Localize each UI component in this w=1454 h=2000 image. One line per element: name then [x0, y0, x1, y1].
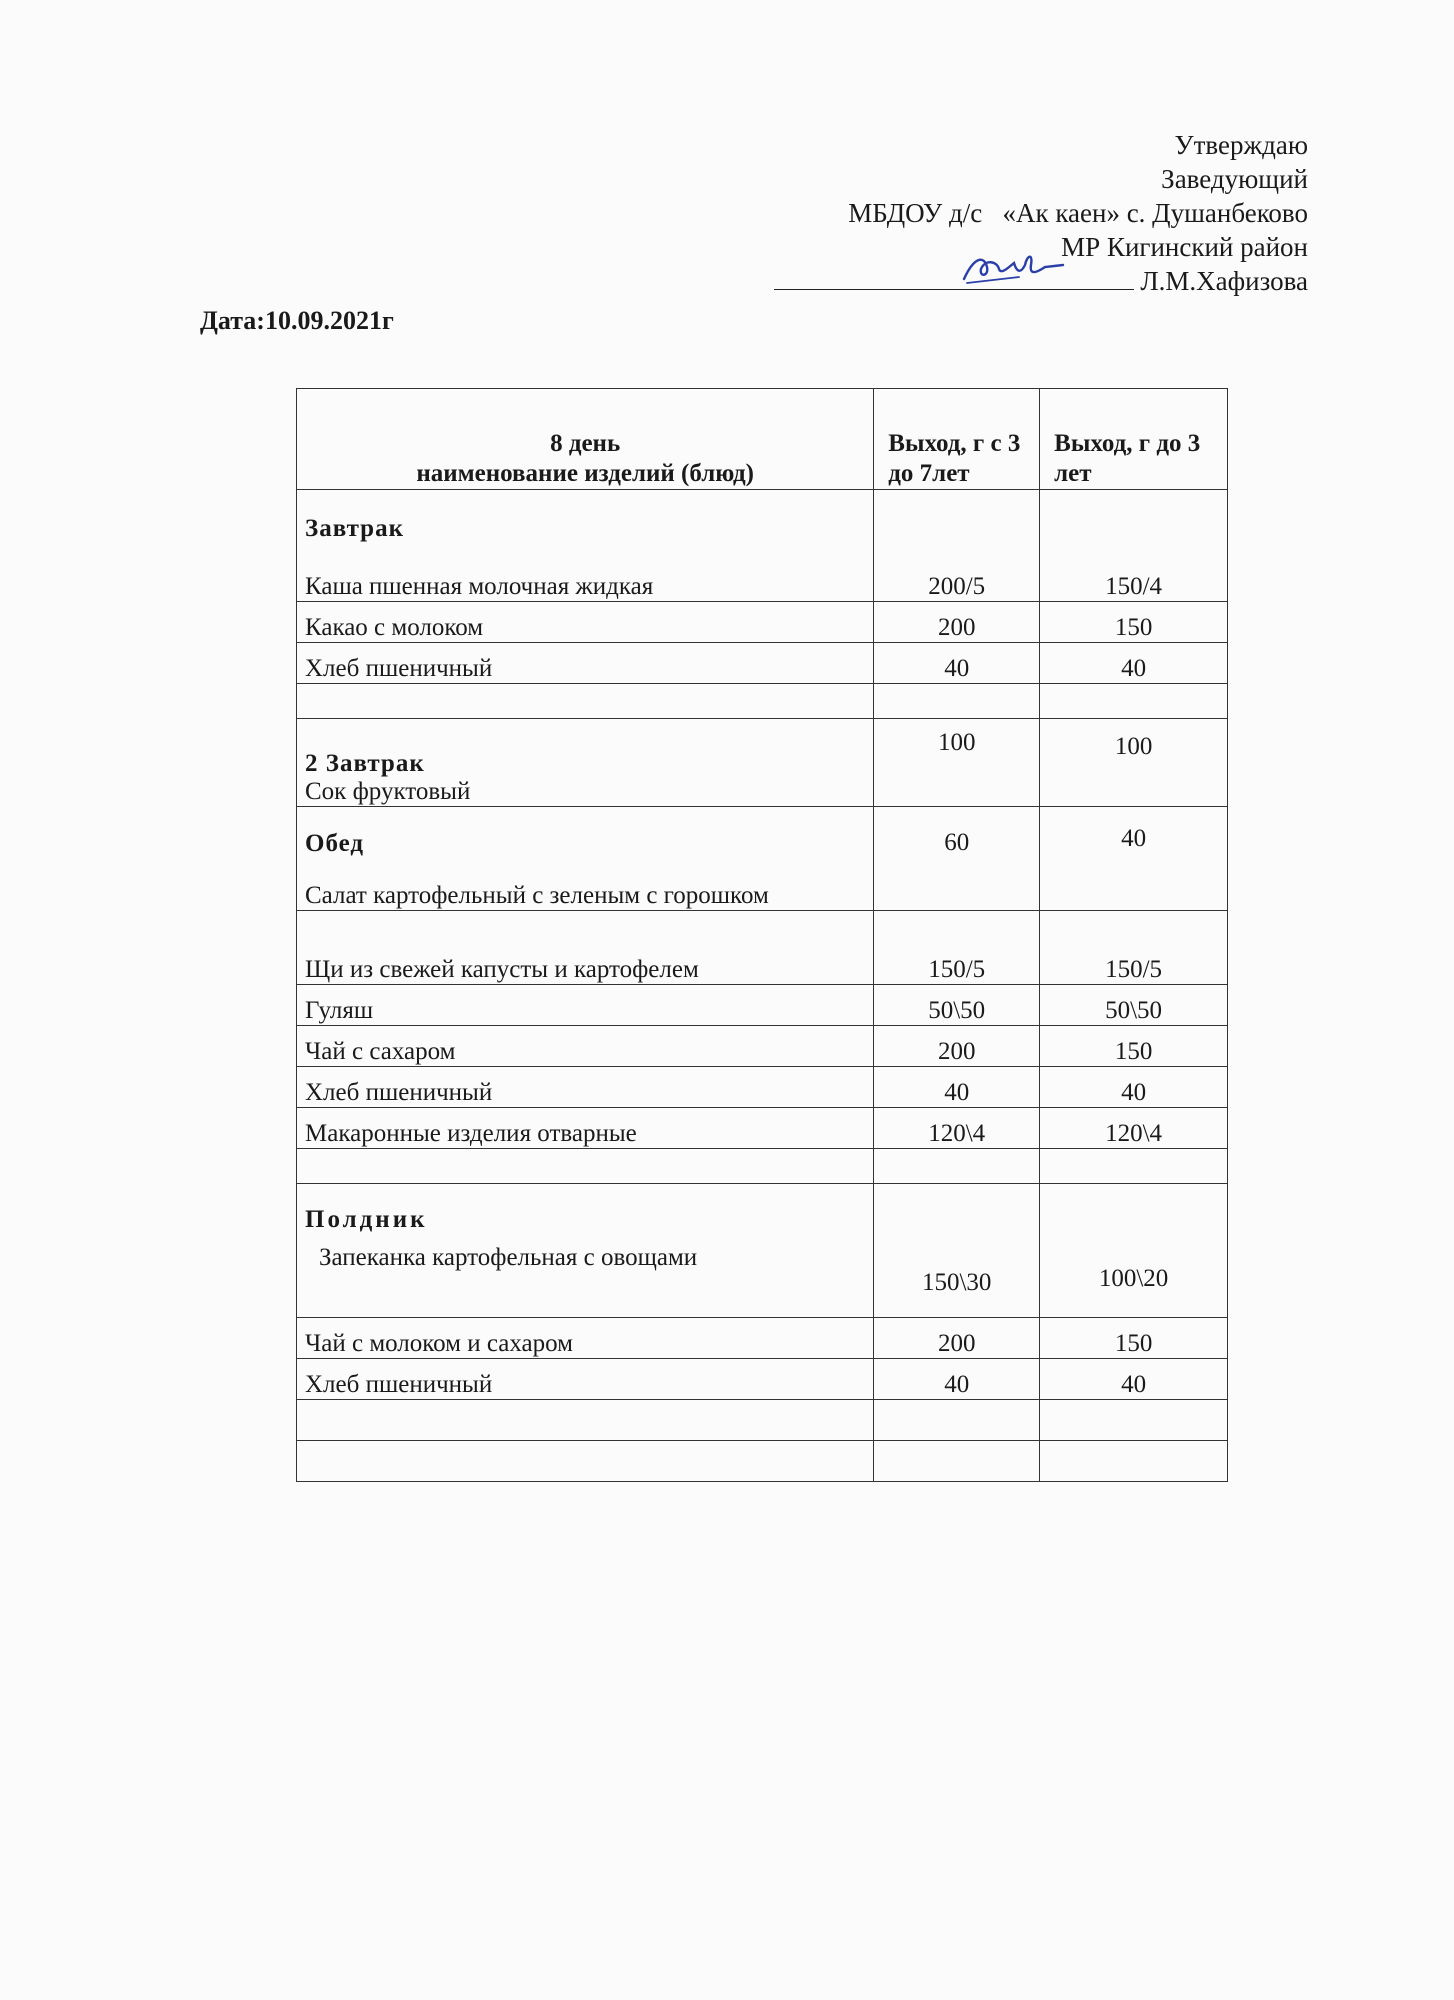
table-row — [297, 643, 1228, 684]
item-name: Каша пшенная молочная жидкая — [305, 573, 654, 600]
table-row — [297, 1318, 1228, 1359]
yield-3-7: 40 — [874, 1067, 1040, 1108]
yield-3-7: 40 — [874, 1359, 1040, 1400]
item-cell — [297, 807, 874, 911]
item-cell — [297, 1184, 874, 1318]
item-name: Какао с молоком — [297, 602, 874, 643]
yield-3-7: 60 — [874, 807, 1040, 911]
blank-row — [297, 1149, 1228, 1184]
item-name: Гуляш — [297, 985, 874, 1026]
header-yield-3-7: Выход, г с 3 до 7лет — [874, 389, 1040, 490]
item-name: Запеканка картофельная с овощами — [319, 1244, 698, 1271]
blank-row — [297, 1441, 1228, 1482]
signature-row — [774, 264, 1308, 298]
yield-3-7: 50\50 — [874, 985, 1040, 1026]
table-row — [297, 985, 1228, 1026]
signature-icon — [959, 247, 1069, 287]
yield-under-3: 40 — [1040, 1359, 1228, 1400]
approval-position: Заведующий — [1161, 164, 1308, 194]
item-name: Чай с молоком и сахаром — [297, 1318, 874, 1359]
item-name: Хлеб пшеничный — [297, 1067, 874, 1108]
table-header-row — [297, 389, 1228, 490]
signer-name: Л.М.Хафизова — [1140, 266, 1308, 296]
table-row — [297, 1184, 1228, 1318]
yield-under-3: 100\20 — [1040, 1184, 1228, 1318]
item-name: Чай с сахаром — [297, 1026, 874, 1067]
table-row — [297, 1359, 1228, 1400]
blank-row — [297, 684, 1228, 719]
item-name: Щи из свежей капусты и картофелем — [297, 911, 874, 985]
table-row — [297, 1108, 1228, 1149]
yield-under-3: 150/4 — [1040, 490, 1228, 602]
section-lunch: Обед — [305, 830, 365, 857]
approval-title: Утверждаю — [1174, 130, 1308, 160]
item-name: Хлеб пшеничный — [297, 643, 874, 684]
yield-under-3: 150/5 — [1040, 911, 1228, 985]
yield-3-7: 100 — [874, 719, 1040, 807]
yield-3-7: 150/5 — [874, 911, 1040, 985]
yield-under-3: 100 — [1040, 719, 1228, 807]
table-row — [297, 490, 1228, 602]
blank-row — [297, 1400, 1228, 1441]
approval-organization: МБДОУ д/с «Ак каен» с. Душанбеково — [848, 198, 1308, 228]
table-row — [297, 602, 1228, 643]
item-name: Хлеб пшеничный — [297, 1359, 874, 1400]
item-cell — [297, 719, 874, 807]
yield-under-3: 50\50 — [1040, 985, 1228, 1026]
yield-under-3: 40 — [1040, 1067, 1228, 1108]
item-cell — [297, 490, 874, 602]
menu-table — [296, 388, 1228, 1482]
table-row — [297, 1026, 1228, 1067]
signature-line — [774, 265, 1134, 290]
item-name: Макаронные изделия отварные — [297, 1108, 874, 1149]
yield-under-3: 150 — [1040, 1318, 1228, 1359]
yield-3-7: 120\4 — [874, 1108, 1040, 1149]
yield-3-7: 200 — [874, 1026, 1040, 1067]
approval-block — [774, 128, 1308, 298]
yield-under-3: 150 — [1040, 602, 1228, 643]
approval-district: МР Кигинский район — [1061, 232, 1308, 262]
yield-under-3: 150 — [1040, 1026, 1228, 1067]
header-name-cell — [297, 389, 874, 490]
section-snack: Полдник — [305, 1206, 428, 1233]
yield-3-7: 200 — [874, 1318, 1040, 1359]
item-name: Салат картофельный с зеленым с горошком — [305, 882, 769, 909]
item-name: Сок фруктовый — [305, 778, 471, 805]
yield-3-7: 150\30 — [874, 1184, 1040, 1318]
document-date: Дата:10.09.2021г — [200, 306, 394, 335]
table-row — [297, 719, 1228, 807]
yield-3-7: 40 — [874, 643, 1040, 684]
yield-under-3: 40 — [1040, 807, 1228, 911]
section-breakfast-2: 2 Завтрак — [305, 750, 425, 777]
yield-under-3: 120\4 — [1040, 1108, 1228, 1149]
header-name: наименование изделий (блюд) — [416, 460, 754, 487]
table-row — [297, 807, 1228, 911]
table-row — [297, 1067, 1228, 1108]
yield-3-7: 200 — [874, 602, 1040, 643]
header-yield-under-3: Выход, г до 3 лет — [1040, 389, 1228, 490]
table-row — [297, 911, 1228, 985]
header-day: 8 день — [550, 430, 621, 457]
yield-3-7: 200/5 — [874, 490, 1040, 602]
yield-under-3: 40 — [1040, 643, 1228, 684]
section-breakfast: Завтрак — [305, 515, 404, 542]
